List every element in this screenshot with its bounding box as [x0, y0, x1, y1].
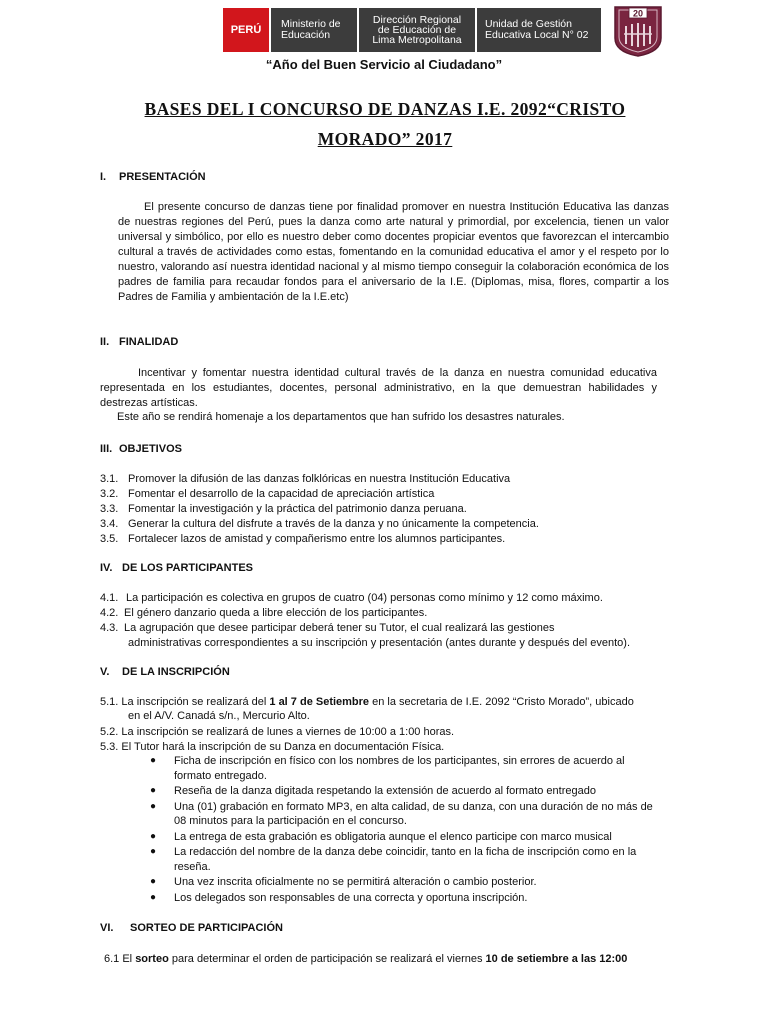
document-title: BASES DEL I CONCURSO DE DANZAS I.E. 2092“CRISTO MORADO” 2017 — [144, 99, 626, 149]
inscription-rule: 5.3. El Tutor hará la inscripción de su Danza en documentación Física. — [100, 741, 445, 753]
section-heading-finalidad: II. FINALIDAD — [100, 336, 179, 348]
sorteo-paragraph: 6.1 El sorteo para determinar el orden de participación se realizará el viernes 10 de setiembre a las 12:00 — [104, 953, 628, 965]
objective-item: 3.3. Fomentar la investigación y la práctica del patrimonio danza peruana. — [100, 503, 467, 515]
school-crest-logo — [612, 4, 664, 58]
regional-direction-label: Dirección Regional de Educación de Lima Metropolitana — [357, 8, 475, 52]
section-heading-objetivos: III. OBJETIVOS — [100, 443, 182, 455]
inscription-rule: 5.2. La inscripción se realizará de lunes a viernes de 10:00 a 1:00 horas. — [100, 726, 455, 738]
participant-rule: 4.1. La participación es colectiva en grupos de cuatro (04) personas como mínimo y 12 como máximo. — [100, 592, 603, 604]
list-item: ● Ficha de inscripción en físico con los nombres de los participantes, sin errores de acuerdo al formato entregado. — [150, 755, 625, 782]
objective-item: 3.2. Fomentar el desarrollo de la capacidad de apreciación artística — [100, 488, 435, 500]
section-heading-inscripcion: V. DE LA INSCRIPCIÓN — [100, 666, 230, 678]
section-heading-sorteo: VI. SORTEO DE PARTICIPACIÓN — [100, 922, 283, 934]
finalidad-homage-note: Este año se rendirá homenaje a los departamentos que han sufrido los desastres naturales. — [117, 411, 565, 423]
section-heading-participantes: IV. DE LOS PARTICIPANTES — [100, 562, 253, 574]
institution-banner — [223, 8, 601, 52]
list-item: ● La entrega de esta grabación es obligatoria aunque el elenco participe con marco musical — [150, 830, 612, 843]
list-item: ● Los delegados son responsables de una correcta y oportuna inscripción. — [150, 891, 528, 904]
year-motto: “Año del Buen Servicio al Ciudadano” — [265, 57, 503, 72]
inscription-rule: 5.1. La inscripción se realizará del 1 al 7 de Setiembre en la secretaria de I.E. 2092 “Cristo Morado”, ubicado en el A/V. Canadá s/n., Mercurio Alto. — [100, 696, 634, 722]
list-item: ● Una (01) grabación en formato MP3, en alta calidad, de su danza, con una duración de no más de 08 minutos para la participación en el concurso. — [150, 800, 653, 827]
objective-item: 3.4. Generar la cultura del disfrute a través de la danza y no únicamente la competencia. — [100, 518, 539, 530]
peru-label: PERÚ — [223, 8, 269, 52]
participant-rule: 4.2. El género danzario queda a libre elección de los participantes. — [100, 607, 428, 619]
objective-item: 3.5. Fortalecer lazos de amistad y compañerismo entre los alumnos participantes. — [100, 533, 506, 545]
objective-item: 3.1. Promover la difusión de las danzas folklóricas en nuestra Institución Educativa — [100, 473, 511, 485]
finalidad-paragraph: Incentivar y fomentar nuestra identidad cultural través de la danza en nuestra comunidad educativa representada en los estudiantes, docentes, personal administrativo, en la que demuestran habilidades y destrezas artísticas. — [100, 367, 657, 409]
presentacion-paragraph: El presente concurso de danzas tiene por finalidad promover en nuestra Institución Educativa las danzas de nuestras regiones del Perú, pues la danza como arte natural y primordial, por excelencia, tienen un valor universal y simbólico, por ello es nuestro deber como docentes propiciar eventos que favorezcan el intercambio cultural a través de actividades como estas, fomentando en la comunidad educativa el amor y el respeto por lo nuestro, valorando así nuestra identidad nacional y al mismo tiempo conseguir la colaboración económica de los padres de familia para recaudar fondos para el aniversario de la I.E. (Diplomas, misa, flores, compartir a los Padres de Familia y ambientación de la I.E.etc) — [118, 201, 669, 303]
participant-rule: 4.3. La agrupación que desee participar deberá tener su Tutor, el cual realizará las gestiones administrativas correspondientes a su inscripción y presentación (antes durante y después del evento). — [100, 622, 630, 649]
list-item: ● Una vez inscrita oficialmente no se permitirá alteración o cambio posterior. — [150, 876, 537, 888]
list-item: ● La redacción del nombre de la danza debe coincidir, tanto en la ficha de inscripción como en la reseña. — [150, 846, 637, 873]
list-item: ● Reseña de la danza digitada respetando la extensión de acuerdo al formato entregado — [150, 785, 596, 797]
inscription-requirements-list — [144, 754, 664, 906]
section-heading-presentacion: I. PRESENTACIÓN — [100, 171, 206, 183]
ministry-label: Ministerio de Educación — [269, 8, 357, 52]
ugel-label: Unidad de Gestión Educativa Local N° 02 — [475, 8, 601, 52]
crest-number: 20 — [632, 8, 644, 19]
